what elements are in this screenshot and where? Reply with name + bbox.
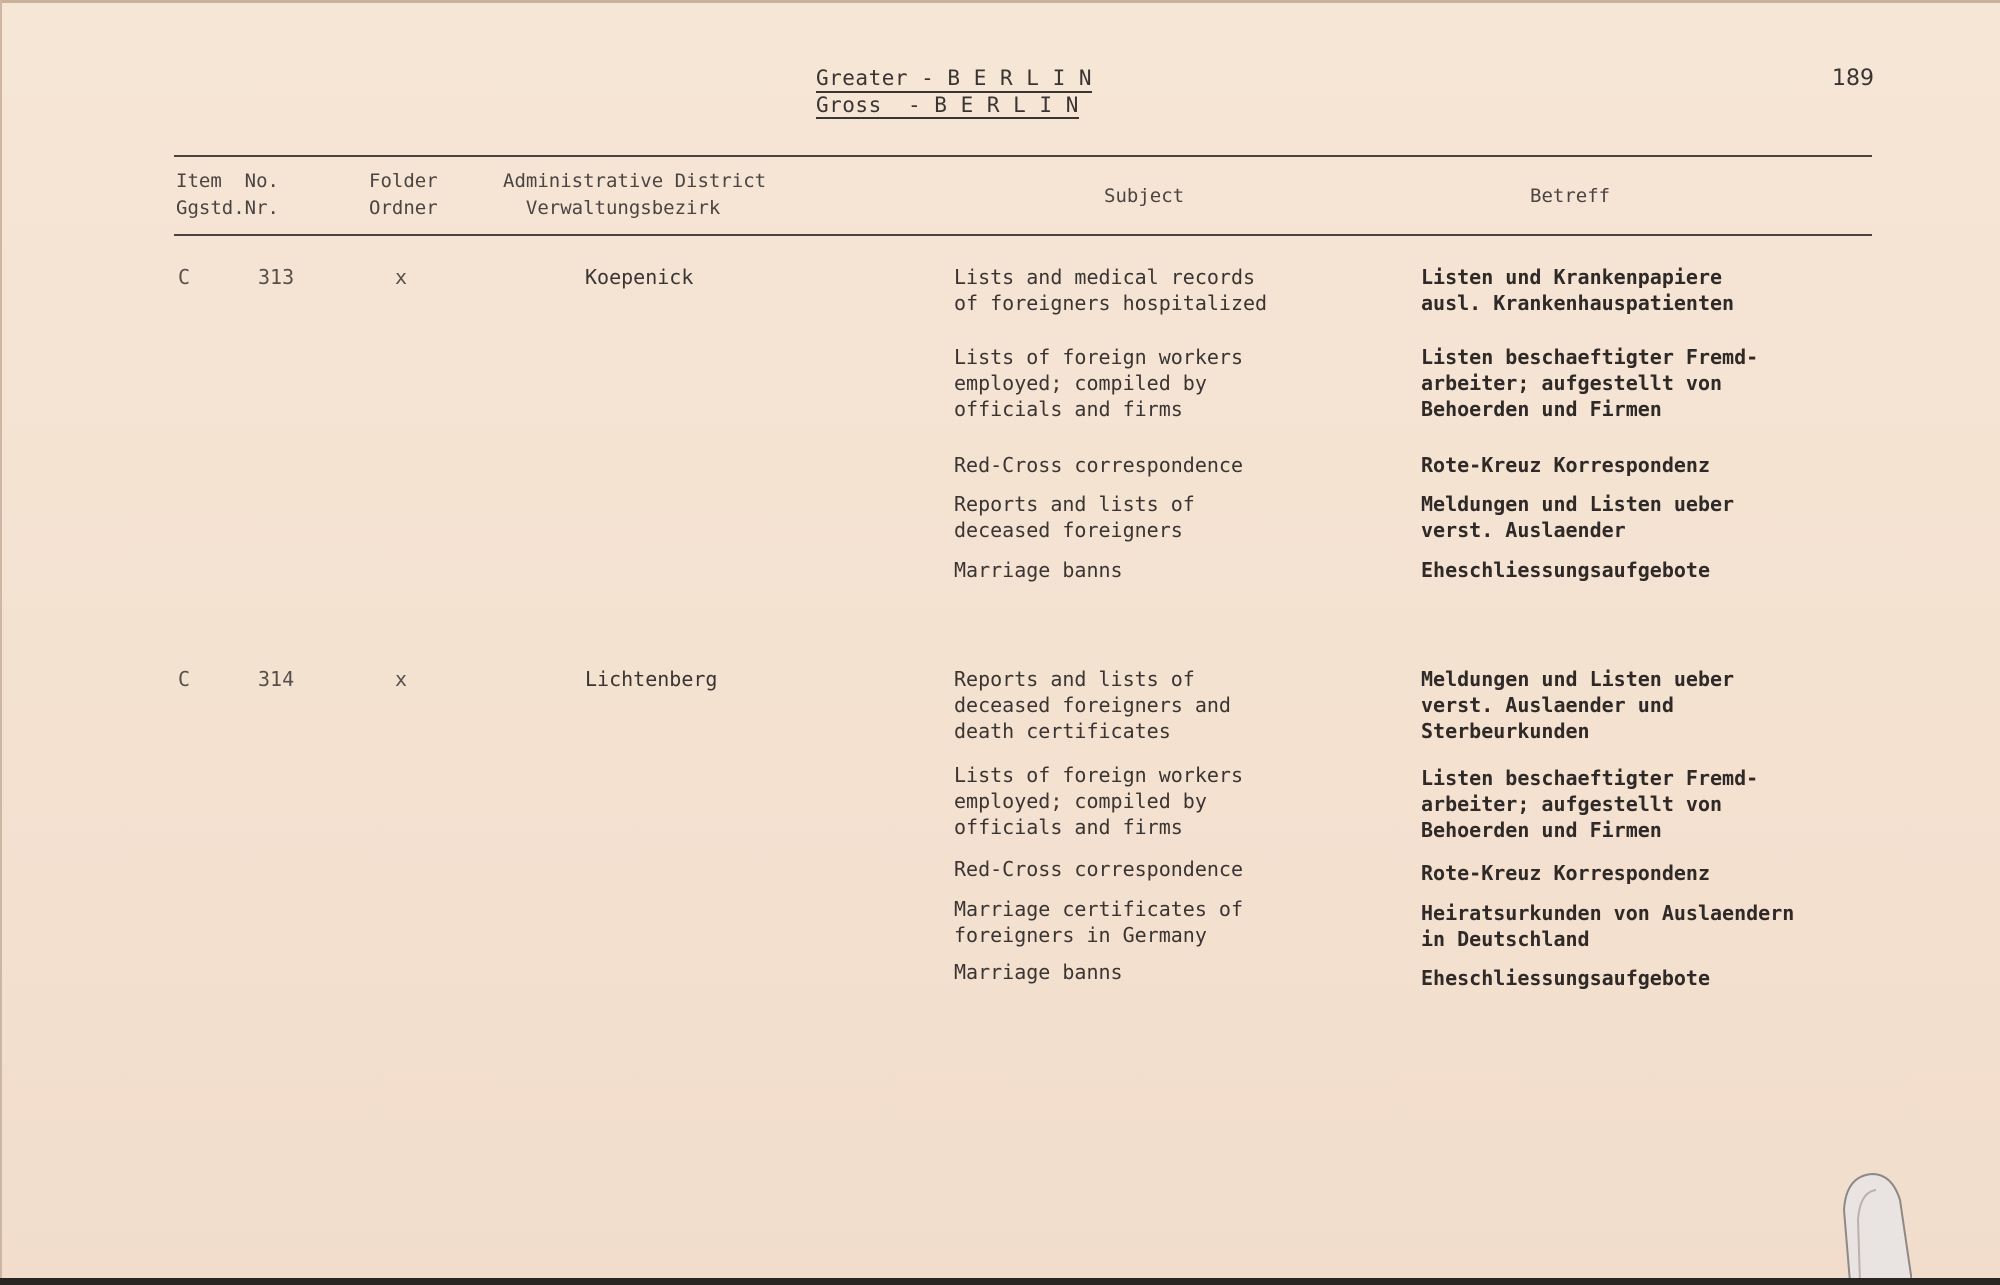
col-header-item-no-en: Item No. [176,170,279,192]
entry-betreff: Meldungen und Listen ueber verst. Auslaender und Sterbeurkunden [1421,667,1735,743]
entry-betreff: Rote-Kreuz Korrespondenz [1421,453,1710,477]
header-top-rule [174,155,1872,157]
col-header-district-en: Administrative District [503,170,767,192]
entry-subject: Red-Cross correspondence [954,453,1243,477]
entry-subject: Marriage certificates of foreigners in Germany [954,897,1243,947]
page-number: 189 [1832,66,1874,91]
entry-betreff: Listen beschaeftigter Fremd- arbeiter; aufgestellt von Behoerden und Firmen [1421,345,1759,421]
entry-subject: Lists of foreign workers employed; compiled by officials and firms [954,763,1243,839]
page-bottom-edge [0,1278,2000,1285]
entry-betreff: Listen und Krankenpapiere ausl. Krankenhauspatienten [1421,265,1735,315]
col-header-folder-en: Folder [369,170,438,192]
entry-betreff: Rote-Kreuz Korrespondenz [1421,861,1710,885]
page-clip-shadow [1842,1170,1912,1282]
entry-betreff: Heiratsurkunden von Auslaendern in Deutschland [1421,901,1795,951]
col-header-district-de: Verwaltungsbezirk [503,197,721,219]
title-german: Gross - B E R L I N [816,93,1079,117]
entry-subject: Reports and lists of deceased foreigners [954,492,1195,542]
col-header-folder-de: Ordner [369,197,438,219]
title-english: Greater - B E R L I N [816,66,1092,93]
entry-subject: Marriage banns [954,960,1123,984]
entry-district: Lichtenberg [585,667,718,691]
entry-item: C [178,667,191,691]
page-top-edge [0,0,2000,3]
entry-subject: Lists and medical records of foreigners hospitalized [954,265,1268,315]
col-header-item-no-de: Ggstd.Nr. [176,197,279,219]
entry-district: Koepenick [585,265,694,289]
entry-item: C [178,265,191,289]
entry-subject: Red-Cross correspondence [954,857,1243,881]
entry-betreff: Eheschliessungsaufgebote [1421,558,1710,582]
entry-number: 314 [258,667,295,691]
entry-subject: Marriage banns [954,558,1123,582]
page-left-edge [0,0,2,1285]
entry-betreff: Listen beschaeftigter Fremd- arbeiter; aufgestellt von Behoerden und Firmen [1421,766,1759,842]
entry-subject: Lists of foreign workers employed; compiled by officials and firms [954,345,1243,421]
page-title [816,66,1106,119]
header-bottom-rule [174,234,1872,236]
entry-betreff: Meldungen und Listen ueber verst. Auslaender [1421,492,1735,542]
col-header-subject: Subject [1104,185,1185,207]
entry-folder: x [395,667,408,691]
entry-number: 313 [258,265,295,289]
entry-subject: Reports and lists of deceased foreigners and death certificates [954,667,1231,743]
entry-folder: x [395,265,408,289]
col-header-betreff: Betreff [1530,185,1611,207]
entry-betreff: Eheschliessungsaufgebote [1421,966,1710,990]
